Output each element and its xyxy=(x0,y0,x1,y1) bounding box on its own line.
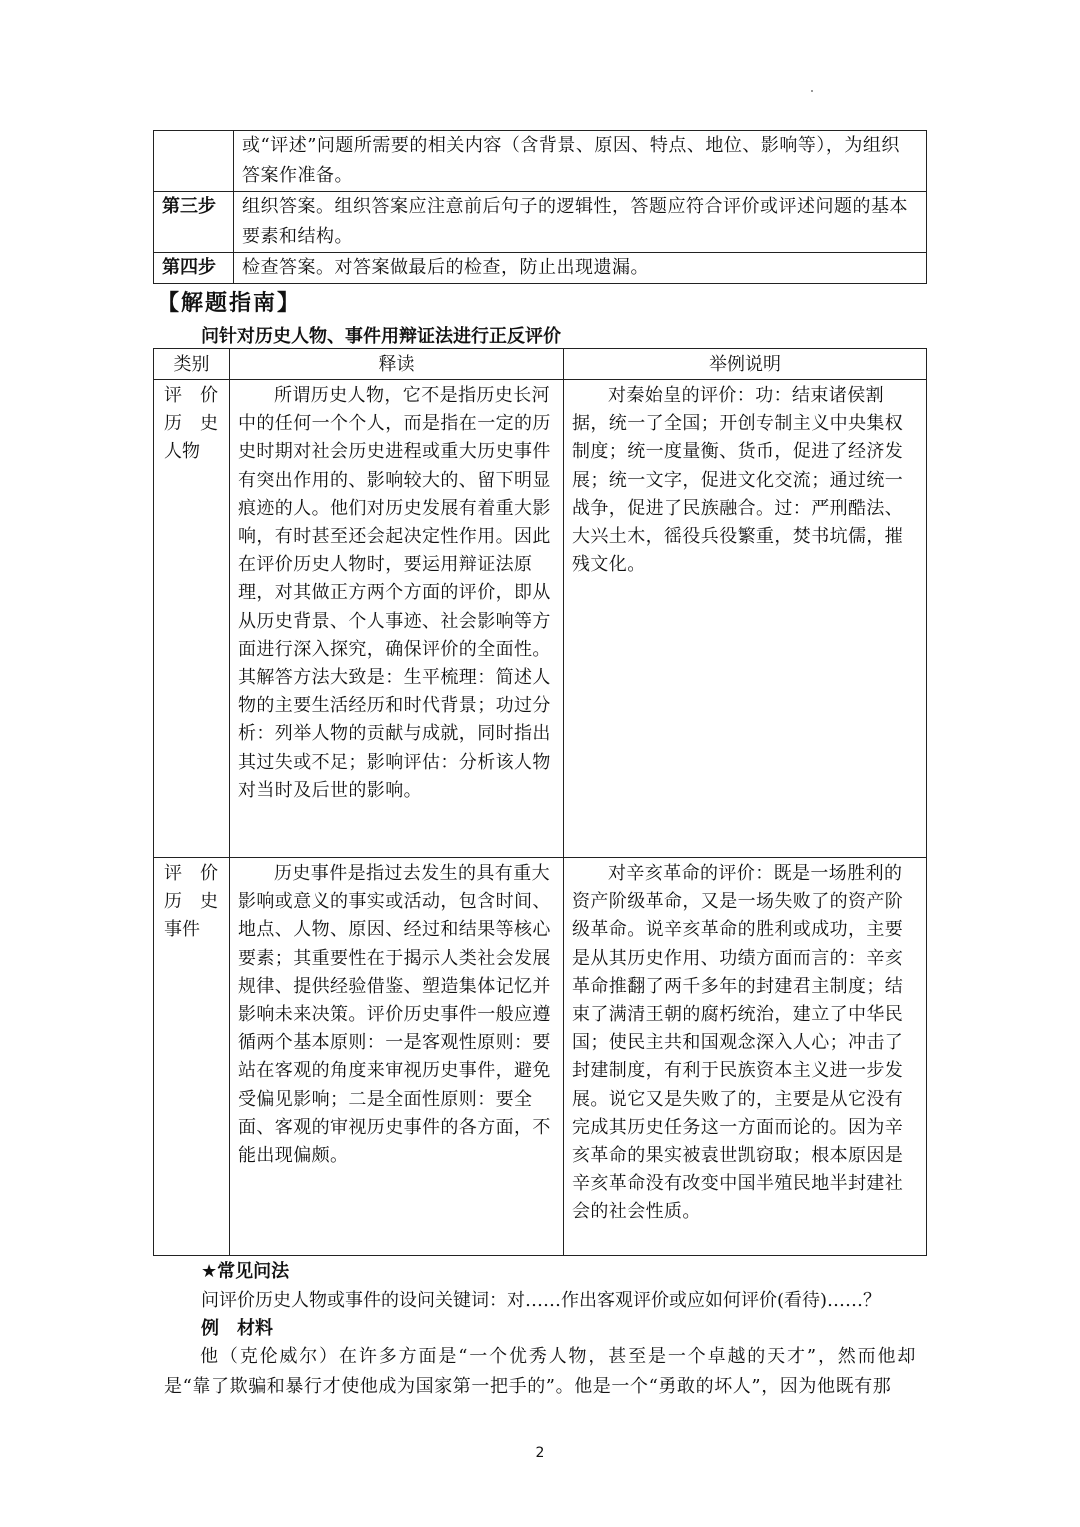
step-label xyxy=(154,131,234,192)
category-line: 人物 xyxy=(164,441,200,463)
table-row xyxy=(154,192,927,253)
header-category: 类别 xyxy=(154,349,230,380)
table-row xyxy=(154,131,927,192)
example-label: 例 材料 xyxy=(201,1318,273,1339)
category-cell xyxy=(154,858,230,1256)
step-text: 检查答案。对答案做最后的检查，防止出现遗漏。 xyxy=(234,253,927,284)
example-cell: 对辛亥革命的评价：既是一场胜利的资产阶级革命，又是一场失败了的资产阶级革命。说辛亥革命的胜利或成功，主要是从其历史作用、功绩方面而言的：辛亥革命推翻了两千多年的封建君主制度；结束了满清王朝的腐朽统治，建立了中华民国；使民主共和国观念深入人心；冲击了封建制度，有利于民族资本主义进一步发展。说它又是失败了的，主要是从它没有完成其历史任务这一方面而论的。因为辛亥革命的果实被袁世凯窃取；根本原因是辛亥革命没有改变中国半殖民地半封建社会的社会性质。 xyxy=(564,858,927,1256)
explanation-cell: 历史事件是指过去发生的具有重大影响或意义的事实或活动，包含时间、地点、人物、原因、经过和结果等核心要素；其重要性在于揭示人类社会发展规律、提供经验借鉴、塑造集体记忆并影响未来决策。评价历史事件一般应遵循两个基本原则：一是客观性原则：要站在客观的角度来审视历史事件，避免受偏见影响；二是全面性原则：要全面、客观的审视历史事件的各方面，不能出现偏颇。 xyxy=(230,858,564,1256)
category-line: 评 价 xyxy=(164,863,218,884)
header-explanation: 释读 xyxy=(230,349,564,380)
category-line: 历 史 xyxy=(164,891,218,913)
header-example: 举例说明 xyxy=(564,349,927,380)
table-row xyxy=(154,253,927,284)
steps-table xyxy=(153,130,927,284)
example-cell: 对秦始皇的评价：功：结束诸侯割据，统一了全国；开创专制主义中央集权制度；统一度量衡、货币，促进了经济发展；统一文字，促进文化交流；通过统一战争，促进了民族融合。过：严刑酷法、大兴土木，徭役兵役繁重，焚书坑儒，摧残文化。 xyxy=(564,380,927,858)
section-subtitle: 问针对历史人物、事件用辩证法进行正反评价 xyxy=(201,326,561,347)
step-text: 或“评述”问题所需要的相关内容（含背景、原因、特点、地位、影响等），为组织答案作准备。 xyxy=(234,131,927,192)
common-questions-heading: ★常见问法 xyxy=(201,1261,290,1282)
step-label: 第四步 xyxy=(154,253,234,284)
step-label: 第三步 xyxy=(154,192,234,253)
table-row xyxy=(154,380,927,858)
table-row xyxy=(154,858,927,1256)
page-number: 2 xyxy=(535,1445,545,1461)
category-cell xyxy=(154,380,230,858)
category-line: 事件 xyxy=(164,919,200,941)
section-title: 【解题指南】 xyxy=(157,291,302,316)
step-text: 组织答案。组织答案应注意前后句子的逻辑性，答题应符合评价或评述问题的基本要素和结构。 xyxy=(234,192,927,253)
scan-dot xyxy=(811,90,813,92)
category-line: 评 价 xyxy=(164,385,218,406)
table-header-row xyxy=(154,349,927,380)
material-paragraph: 他（克伦威尔）在许多方面是“一个优秀人物，甚至是一个卓越的天才”，然而他却是“靠了欺骗和暴行才使他成为国家第一把手的”。他是一个“勇敢的坏人”，因为他既有那 xyxy=(164,1346,916,1397)
explanation-cell: 所谓历史人物，它不是指历史长河中的任何一个个人，而是指在一定的历史时期对社会历史进程或重大历史事件有突出作用的、影响较大的、留下明显痕迹的人。他们对历史发展有着重大影响，有时甚至还会起决定性作用。因此在评价历史人物时，要运用辩证法原理，对其做正方两个方面的评价，即从从历史背景、个人事迹、社会影响等方面进行深入探究，确保评价的全面性。其解答方法大致是：生平梳理：简述人物的主要生活经历和时代背景；功过分析：列举人物的贡献与成就，同时指出其过失或不足；影响评估：分析该人物对当时及后世的影响。 xyxy=(230,380,564,858)
guide-table xyxy=(153,348,927,1256)
category-line: 历 史 xyxy=(164,413,218,435)
common-questions-line: 问评价历史人物或事件的设问关键词：对……作出客观评价或应如何评价(看待)……？ xyxy=(201,1290,882,1311)
